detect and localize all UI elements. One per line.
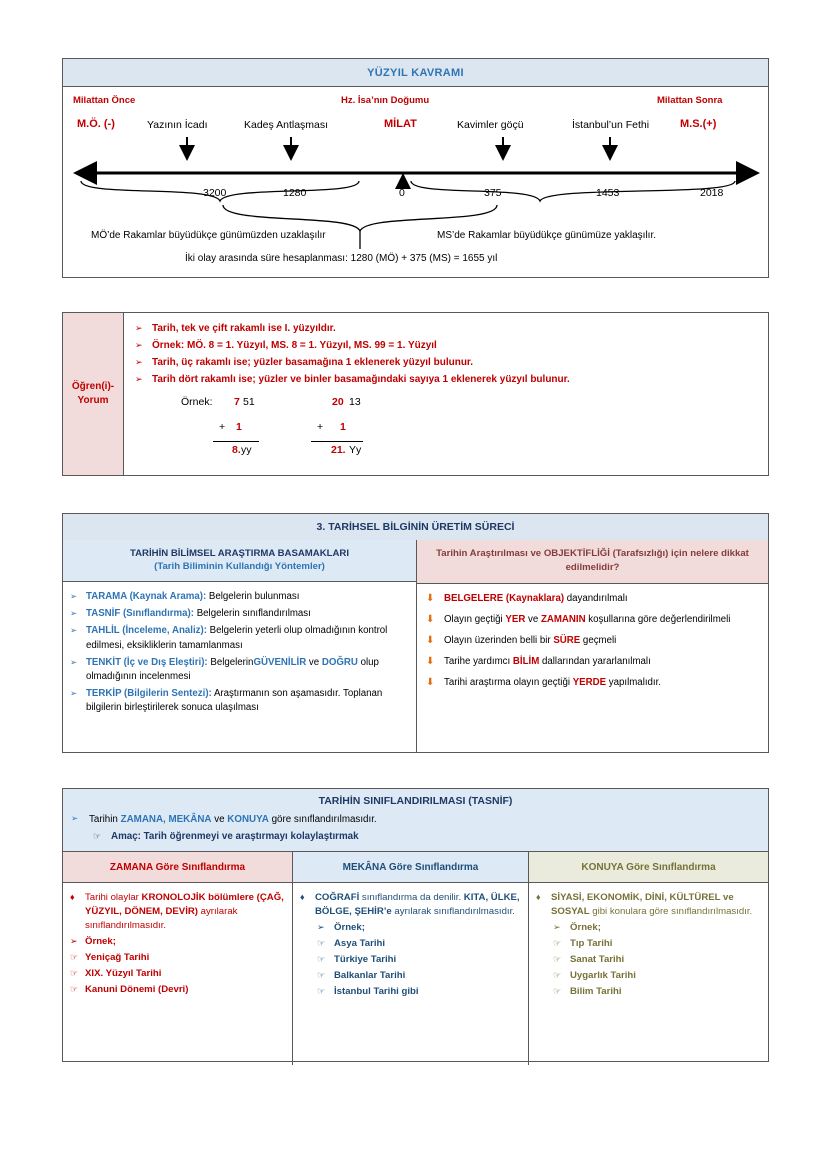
obj-rest-4: yapılmalıdır. [606, 677, 661, 689]
zamana-column [63, 852, 293, 1065]
list-item [300, 891, 521, 919]
obj-pre-3: Tarihe yardımcı [444, 655, 513, 667]
step-term-2: TAHLİL (İnceleme, Analiz): [86, 625, 207, 637]
hand-bullet-icon: ☞ [93, 830, 102, 841]
list-item [536, 921, 761, 935]
ogreni-yorum-label-line2: Yorum [77, 395, 109, 406]
zamana-body [63, 883, 292, 1065]
list-item [70, 951, 285, 965]
list-item [426, 613, 760, 627]
zamana-header: ZAMANA Göre Sınıflandırma [63, 852, 292, 883]
century-concept-title: YÜZYIL KAVRAMI [367, 66, 464, 79]
mekana-item-2: Balkanlar Tarihi [334, 969, 406, 981]
rule-item [135, 356, 758, 370]
konuya-column [529, 852, 768, 1065]
konuya-item-0: Tıp Tarihi [570, 938, 613, 950]
section3-columns [63, 540, 768, 752]
list-item [536, 953, 761, 967]
step-hi-3b: DOĞRU [321, 656, 358, 668]
zamana-item-1: XIX. Yüzyıl Tarihi [85, 967, 162, 979]
research-steps-header-line2: (Tarih Biliminin Kullandığı Yöntemler) [154, 561, 325, 573]
list-item [70, 590, 408, 604]
ex2-result-unit: Yy [349, 443, 362, 456]
mekana-item-0: Asya Tarihi [334, 938, 386, 950]
mekana-item-3: İstanbul Tarihi gibi [334, 985, 419, 997]
step-term-4: TERKİP (Bilgilerin Sentezi): [86, 687, 212, 699]
step-term-0: TARAMA (Kaynak Arama): [86, 591, 207, 603]
century-calculation-example [135, 394, 758, 456]
rule-item [135, 339, 758, 353]
ex2-result-num: 21. [331, 443, 346, 456]
step-term-3: TENKİT (İç ve Dış Eleştiri): [86, 656, 208, 668]
list-item [300, 937, 521, 951]
hand-bullet-icon: ☞ [553, 969, 562, 980]
step-rest-1: Belgelerin sınıflandırılması [194, 608, 311, 620]
ex1-rest: 51 [243, 395, 255, 408]
obj-hi-3: BİLİM [512, 655, 540, 667]
obj-pre-4: Tarihi araştırma olayın geçtiği [444, 677, 573, 689]
obj-mid-1: ve [525, 613, 541, 625]
timeline-number-4: 1453 [596, 187, 620, 199]
ex1-rule [213, 441, 259, 442]
zamana-item-0: Yeniçağ Tarihi [85, 952, 150, 964]
list-item [70, 891, 285, 933]
classification-purpose [63, 827, 768, 844]
step-rest-4: Araştırmanın son aşamasıdır. Toplanan bilgilerin birleştirilerek sonuca ulaşılması [86, 687, 383, 713]
research-steps-header [63, 540, 416, 582]
arrow-bullet-icon: ➢ [70, 656, 78, 667]
step-join-3: ve [306, 656, 322, 668]
ogreni-yorum-label-line1: Öğren(i)- [71, 380, 115, 392]
hand-bullet-icon: ☞ [317, 985, 326, 996]
rule-text-2: Tarih, üç rakamlı ise; yüzler basamağına 1 eklenerek yüzyıl bulunur. [152, 357, 474, 368]
list-item [536, 937, 761, 951]
event-label-1: Kadeş Antlaşması [244, 119, 329, 131]
list-item [536, 985, 761, 999]
step-rest-3: Belgelerin [207, 656, 254, 668]
down-arrow-bullet-icon: ⬇ [426, 613, 435, 625]
classification-columns [63, 852, 768, 1065]
bc-big-label: M.Ö. (-) [77, 118, 115, 130]
note-bottom: İki olay arasında süre hesaplanması: 1280 (MÖ) + 375 (MS) = 1655 yıl [185, 253, 498, 264]
objectivity-list [417, 584, 768, 752]
section3-title: 3. TARİHSEL BİLGİNİN ÜRETİM SÜRECİ [316, 521, 515, 533]
rule-text-3: Tarih dört rakamlı ise; yüzler ve binler basamağındaki sayıya 1 eklenerek yüzyıl bulunur. [152, 374, 570, 385]
mekana-body [293, 883, 528, 1065]
konuya-example-label: Örnek; [570, 922, 601, 934]
obj-hi-4: YERDE [572, 677, 607, 689]
ex2-rule [311, 441, 363, 442]
event-label-0: Yazının İcadı [147, 119, 208, 131]
mekana-intro-rest: ayrılarak sınıflandırılmasıdır. [391, 906, 515, 918]
hand-bullet-icon: ☞ [317, 969, 326, 980]
step-hi-3a: GÜVENİLİR [253, 656, 307, 668]
event-label-3: İstanbul’un Fethi [572, 119, 650, 131]
timeline-number-1: 1280 [283, 187, 307, 199]
list-item [70, 624, 408, 652]
lead-rest: göre sınıflandırılmasıdır. [268, 814, 377, 825]
ogreni-yorum-body [123, 313, 768, 475]
konuya-intro-rest: gibi konulara göre sınıflandırılmasıdır. [589, 906, 753, 918]
century-concept-box [62, 58, 769, 278]
ex2-plus: + [317, 420, 324, 433]
konuya-body [529, 883, 768, 1065]
list-item [300, 953, 521, 967]
diamond-bullet-icon: ♦ [300, 892, 305, 903]
objectivity-header [417, 540, 768, 584]
arrow-bullet-icon: ➢ [553, 922, 561, 933]
down-arrow-bullet-icon: ⬇ [426, 655, 435, 667]
arrow-bullet-icon: ➢ [135, 374, 143, 384]
arrow-bullet-icon: ➢ [135, 323, 143, 333]
rule-item [135, 322, 758, 336]
objectivity-header-text: Tarihin Araştırılması ve OBJEKTİFLİĞİ (Tarafsızlığı) için nelere dikkat edilmelidir? [436, 548, 749, 574]
zamana-intro-pre: Tarihi olaylar [85, 892, 142, 904]
arrow-bullet-icon: ➢ [70, 687, 78, 698]
konuya-header: KONUYA Göre Sınıflandırma [529, 852, 768, 883]
obj-rest-1: koşullarına göre değerlendirilmeli [585, 613, 731, 625]
hand-bullet-icon: ☞ [70, 983, 79, 994]
ex2-rest: 13 [349, 395, 361, 408]
arrow-bullet-icon: ➢ [135, 340, 143, 350]
historical-knowledge-process-box [62, 513, 769, 753]
step-rest2-3: olup olmadığının incelenmesi [86, 656, 379, 682]
note-left: MÖ’de Rakamlar büyüdükçe günümüzden uzaklaşılır [91, 230, 326, 241]
ex1-result-num: 8. [232, 443, 241, 456]
ex1-one: 1 [236, 420, 242, 433]
ogreni-yorum-box [62, 312, 769, 476]
mekana-item-1: Türkiye Tarihi [334, 954, 397, 966]
purpose-text: Amaç: Tarih öğrenmeyi ve araştırmayı kolaylaştırmak [111, 830, 359, 842]
rule-item [135, 373, 758, 387]
list-item [300, 921, 521, 935]
step-term-1: TASNİF (Sınıflandırma): [86, 608, 194, 620]
list-item [426, 592, 760, 606]
list-item [426, 655, 760, 669]
list-item [426, 634, 760, 648]
obj-pre-1: Olayın geçtiği [444, 613, 506, 625]
bc-small-label: Milattan Önce [73, 95, 136, 106]
diamond-bullet-icon: ♦ [536, 892, 541, 903]
hand-bullet-icon: ☞ [553, 985, 562, 996]
list-item [70, 983, 285, 997]
hand-bullet-icon: ☞ [317, 954, 326, 965]
down-arrow-bullet-icon: ⬇ [426, 634, 435, 646]
arrow-bullet-icon: ➢ [135, 357, 143, 367]
arrow-bullet-icon: ➢ [71, 813, 79, 823]
rule-text-0: Tarih, tek ve çift rakamlı ise I. yüzyıldır. [152, 323, 336, 334]
obj-rest-2: geçmeli [580, 634, 617, 646]
objectivity-column [417, 540, 768, 752]
obj-rest-0: dayandırılmalı [564, 592, 628, 604]
obj-rest-3: dallarından yararlanılmalı [539, 655, 651, 667]
zamana-intro-rest: ayrılarak sınıflandırılmasıdır. [85, 906, 238, 932]
konuya-item-3: Bilim Tarihi [570, 985, 622, 997]
obj-hi-2: SÜRE [553, 634, 581, 646]
down-arrow-bullet-icon: ⬇ [426, 677, 435, 689]
mekana-example-label: Örnek; [334, 922, 365, 934]
timeline-number-3: 375 [484, 187, 502, 199]
ad-small-label: Milattan Sonra [657, 95, 723, 106]
arrow-bullet-icon: ➢ [70, 591, 78, 602]
list-item [70, 935, 285, 949]
step-rest-2: Belgelerin yeterli olup olmadığının kontrol edilmesi, eksikliklerin tamamlanması [86, 625, 388, 651]
hand-bullet-icon: ☞ [553, 954, 562, 965]
lead-mid: ve [211, 814, 228, 825]
jesus-birth-label: Hz. İsa’nın Doğumu [341, 95, 430, 106]
down-arrow-bullet-icon: ⬇ [426, 592, 435, 604]
mekana-intro-mid: sınıflandırma da denilir. [359, 892, 464, 904]
step-rest-0: Belgelerin bulunması [206, 591, 300, 603]
obj-hi-1a: YER [505, 613, 526, 625]
ex2-hundreds: 20 [332, 395, 344, 408]
zamana-intro-hi: KRONOLOJİK bölümlere (ÇAĞ, YÜZYIL, DÖNEM, DEVİR) [85, 892, 284, 918]
konuya-item-2: Uygarlık Tarihi [570, 969, 636, 981]
zamana-example-label: Örnek; [85, 936, 116, 948]
research-steps-header-line1: TARİHİN BİLİMSEL ARAŞTIRMA BASAMAKLARI [129, 548, 350, 559]
timeline-number-2: 0 [399, 187, 405, 199]
lead-hi-2: KONUYA [227, 814, 269, 825]
classification-title: TARİHİN SINIFLANDIRILMASI (TASNİF) [318, 795, 513, 807]
ogreni-yorum-label [63, 313, 124, 475]
diamond-bullet-icon: ♦ [70, 892, 75, 903]
zamana-item-2: Kanuni Dönemi (Devri) [85, 983, 189, 995]
ex1-plus: + [219, 420, 226, 433]
hand-bullet-icon: ☞ [553, 938, 562, 949]
ex2-one: 1 [340, 420, 346, 433]
list-item [536, 891, 761, 919]
mekana-intro-hi: COĞRAFİ [315, 892, 360, 904]
timeline-number-5: 2018 [700, 187, 724, 199]
event-label-2: Kavimler göçü [457, 119, 524, 131]
list-item [536, 969, 761, 983]
ex1-hundreds: 7 [234, 395, 240, 408]
timeline-graphic [63, 59, 770, 279]
list-item [70, 607, 408, 621]
hand-bullet-icon: ☞ [317, 938, 326, 949]
obj-hi-1b: ZAMANIN [540, 613, 586, 625]
rule-text-1: Örnek: MÖ. 8 = 1. Yüzyıl, MS. 8 = 1. Yüzyıl, MS. 99 = 1. Yüzyıl [152, 340, 437, 351]
timeline-number-0: 3200 [203, 187, 227, 199]
list-item [426, 676, 760, 690]
research-steps-list [63, 582, 416, 752]
konuya-item-1: Sanat Tarihi [570, 954, 625, 966]
lead-pre: Tarihin [89, 814, 121, 825]
arrow-bullet-icon: ➢ [70, 936, 78, 947]
list-item [300, 985, 521, 999]
arrow-bullet-icon: ➢ [70, 625, 78, 636]
list-item [300, 969, 521, 983]
milat-label: MİLAT [384, 118, 417, 130]
list-item [70, 967, 285, 981]
note-right: MS’de Rakamlar büyüdükçe günümüze yaklaşılır. [437, 230, 656, 241]
mekana-column [293, 852, 529, 1065]
research-steps-column [63, 540, 417, 752]
konuya-intro-hi: SİYASİ, EKONOMİK, DİNİ, KÜLTÜREL ve SOSYAL [551, 892, 734, 918]
ad-big-label: M.S.(+) [680, 118, 717, 130]
hand-bullet-icon: ☞ [70, 967, 79, 978]
ex1-result-unit: yy [241, 443, 252, 456]
lead-hi-1: ZAMANA, MEKÂNA [120, 814, 212, 825]
mekana-intro-hi2: KITA, ÜLKE, BÖLGE, ŞEHİR’e [315, 892, 520, 918]
history-classification-box [62, 788, 769, 1062]
classification-lead [63, 813, 768, 827]
classification-intro [63, 789, 768, 852]
list-item [70, 687, 408, 715]
arrow-bullet-icon: ➢ [317, 922, 325, 933]
obj-pre-2: Olayın üzerinden belli bir [444, 634, 554, 646]
hand-bullet-icon: ☞ [70, 952, 79, 963]
example-label: Örnek: [181, 395, 213, 408]
section3-title-bar [63, 514, 768, 541]
list-item [70, 656, 408, 684]
obj-hi-0: BELGELERE (Kaynaklara) [444, 592, 565, 604]
mekana-header: MEKÂNA Göre Sınıflandırma [293, 852, 528, 883]
arrow-bullet-icon: ➢ [70, 608, 78, 619]
